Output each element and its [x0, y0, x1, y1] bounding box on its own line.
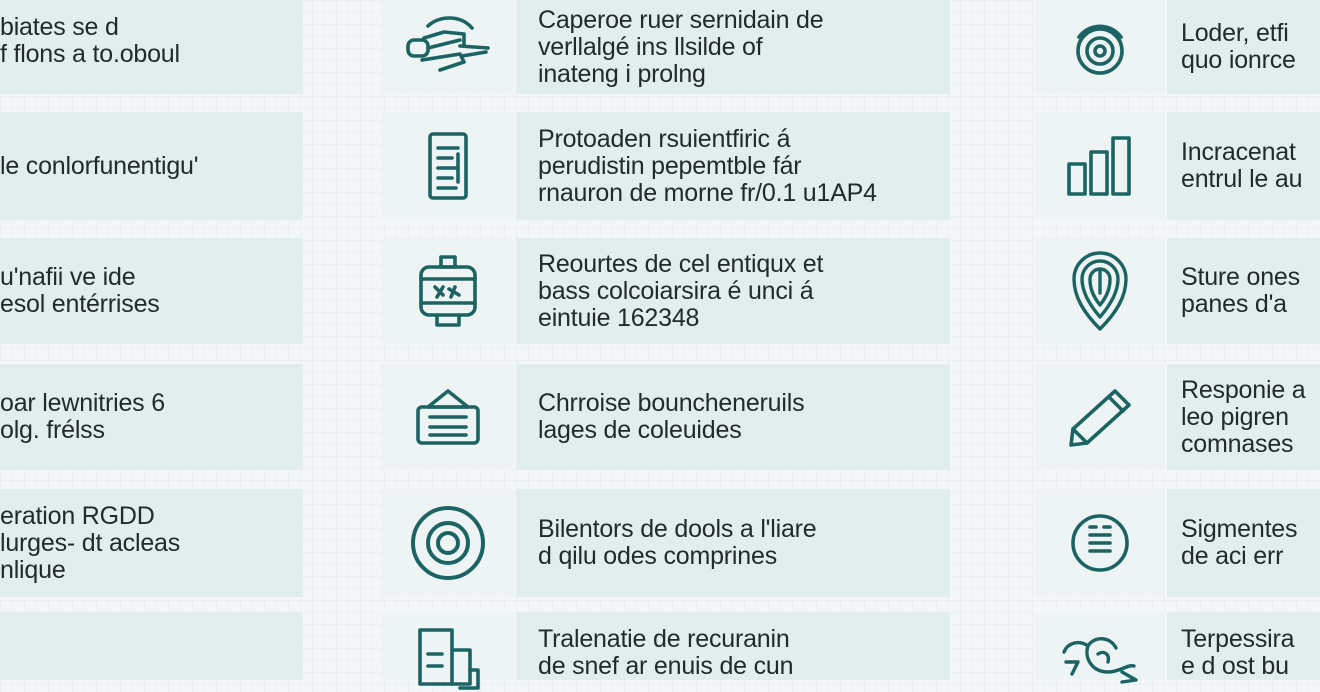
fingerprint-icon — [1070, 249, 1130, 333]
left-card-5 — [0, 489, 303, 597]
right-icon-box-3 — [1035, 238, 1165, 344]
middle-icon-box-4 — [381, 364, 514, 470]
middle-card-4 — [516, 364, 950, 470]
left-card-5-line-2: lurges- dt acleas — [0, 528, 181, 557]
middle-card-3-line-2: bass colcoiarsira é unci á — [538, 276, 814, 305]
middle-card-3 — [516, 238, 950, 344]
right-icon-box-6 — [1035, 612, 1165, 680]
right-card-3-line-2: panes d'a — [1181, 290, 1287, 318]
left-card-1-line-2: f flons a to.oboul — [0, 40, 180, 68]
left-card-5-line-3: nlique — [0, 555, 66, 584]
right-card-6 — [1167, 612, 1320, 680]
right-card-2-line-2: entrul le au — [1181, 165, 1303, 193]
middle-card-3-line-3: eintuie 162348 — [538, 303, 700, 332]
left-card-4 — [0, 364, 303, 470]
right-card-4 — [1167, 364, 1320, 470]
left-card-3-line-1: u'nafii ve ide — [0, 263, 136, 291]
right-card-4-line-3: comnases — [1181, 429, 1294, 458]
left-card-1-line-1: biates se d — [0, 13, 119, 41]
left-card-2 — [0, 112, 303, 220]
eye-scan-icon — [1065, 17, 1135, 77]
middle-card-2-line-2: perudistin pepemtble fár — [538, 151, 802, 180]
right-card-4-line-1: Responie a — [1181, 375, 1306, 404]
middle-card-6 — [516, 612, 950, 680]
pencil-icon — [1065, 385, 1135, 449]
target-icon — [408, 503, 488, 583]
middle-icon-box-3 — [381, 238, 514, 344]
middle-card-6-line-1: Tralenatie de recuranin — [538, 625, 790, 653]
right-card-4-line-2: leo pigren — [1181, 402, 1289, 431]
middle-card-5 — [516, 489, 950, 597]
left-card-1 — [0, 0, 303, 94]
right-card-5-line-2: de aci err — [1181, 542, 1284, 570]
left-card-5-line-1: eration RGDD — [0, 501, 155, 530]
middle-card-2-line-1: Protoaden rsuientfiric á — [538, 124, 791, 153]
right-card-6-line-1: Terpessira — [1181, 625, 1295, 653]
right-card-5 — [1167, 489, 1320, 597]
right-card-5-line-1: Sigmentes — [1181, 515, 1298, 543]
middle-card-5-line-2: d qilu odes comprines — [538, 542, 777, 570]
right-icon-box-5 — [1035, 489, 1165, 597]
left-card-2-line-1: le conlorfunentigu' — [0, 151, 199, 180]
middle-icon-box-6 — [381, 612, 514, 680]
right-icon-box-2 — [1035, 112, 1165, 220]
right-card-2 — [1167, 112, 1320, 220]
fingerprint-sensor-icon — [400, 12, 496, 82]
right-card-6-line-2: e d ost bu — [1181, 652, 1289, 680]
left-card-3-line-2: esol entérrises — [0, 290, 160, 318]
middle-card-3-line-1: Reourtes de cel entiqux et — [538, 249, 824, 278]
server-icon — [413, 251, 483, 331]
archive-box-icon — [412, 385, 484, 449]
middle-card-2-line-3: rnauron de morne fr/0.1 u1AP4 — [538, 178, 877, 207]
middle-card-4-line-2: lages de coleuides — [538, 416, 742, 444]
middle-icon-box-2 — [381, 112, 514, 220]
dragon-icon — [1058, 632, 1142, 692]
right-card-1 — [1167, 0, 1320, 94]
right-card-3 — [1167, 238, 1320, 344]
files-icon — [412, 626, 484, 690]
middle-icon-box-1 — [381, 0, 514, 94]
middle-card-4-line-1: Chrroise bouncheneruils — [538, 389, 805, 417]
list-circle-icon — [1068, 511, 1132, 575]
left-card-6 — [0, 612, 303, 680]
document-icon — [426, 130, 470, 202]
right-card-2-line-1: Incracenat — [1181, 138, 1296, 166]
left-card-4-line-1: oar lewnitries 6 — [0, 389, 165, 417]
left-card-4-line-2: olg. frélss — [0, 416, 105, 444]
right-icon-box-4 — [1035, 364, 1165, 470]
middle-icon-box-5 — [381, 489, 514, 597]
middle-card-5-line-1: Bilentors de dools a l'liare — [538, 515, 817, 543]
right-card-1-line-2: quo ionrce — [1181, 46, 1296, 74]
bar-chart-icon — [1065, 134, 1135, 198]
middle-card-2 — [516, 112, 950, 220]
right-icon-box-1 — [1035, 0, 1165, 94]
right-card-1-line-1: Loder, etfi — [1181, 19, 1289, 47]
middle-card-1 — [516, 0, 950, 94]
middle-card-1-line-2: verllalgé ins llsilde of — [538, 32, 763, 61]
middle-card-6-line-2: de snef ar enuis de cun — [538, 652, 794, 680]
middle-card-1-line-3: inateng i prolng — [538, 59, 706, 88]
left-card-3 — [0, 238, 303, 344]
right-card-3-line-1: Sture ones — [1181, 263, 1300, 291]
middle-card-1-line-1: Caperoe ruer sernidain de — [538, 5, 824, 34]
